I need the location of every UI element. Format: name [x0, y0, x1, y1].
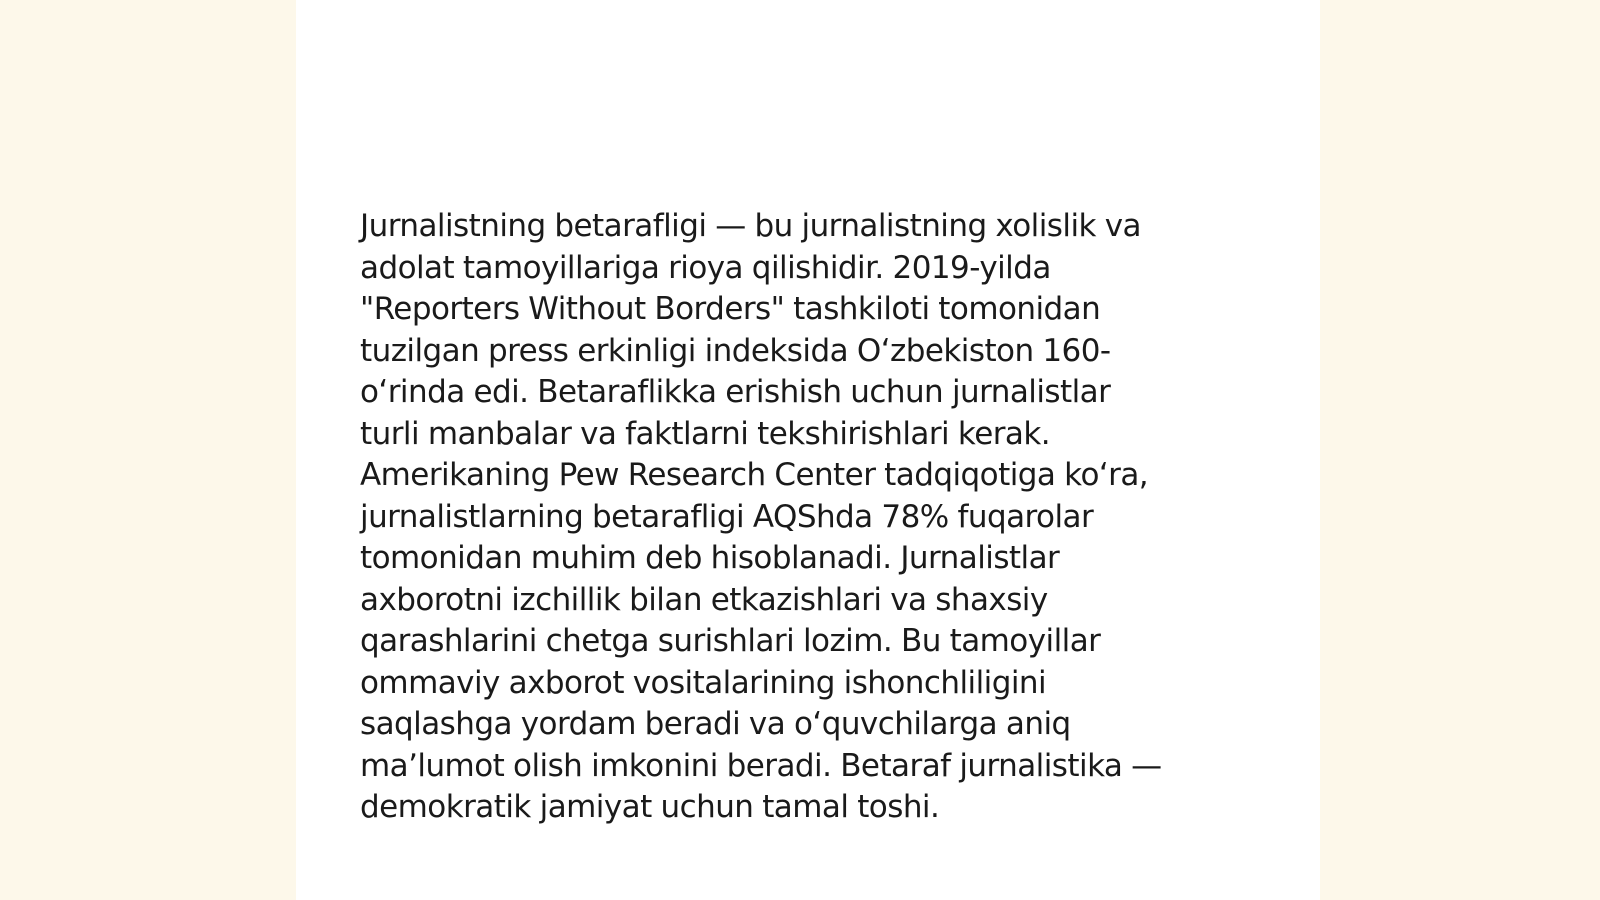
paragraph-line: tuzilgan press erkinligi indeksida Oʻzbekiston 160-	[360, 332, 1111, 369]
paragraph-line: tomonidan muhim deb hisoblanadi. Jurnalistlar	[360, 540, 1060, 576]
paragraph-line: saqlashga yordam beradi va oʻquvchilarga aniq	[360, 706, 1071, 742]
paragraph-line: turli manbalar va faktlarni tekshirishlari kerak.	[360, 415, 1051, 452]
body-paragraph	[360, 206, 1260, 829]
paragraph-line: adolat tamoyillariga rioya qilishidir. 2019-yilda	[360, 249, 1051, 286]
paragraph-line: maʼlumot olish imkonini beradi. Betaraf jurnalistika —	[360, 747, 1162, 784]
paragraph-line: oʻrinda edi. Betaraflikka erishish uchun jurnalistlar	[360, 374, 1111, 410]
paragraph-line: qarashlarini chetga surishlari lozim. Bu tamoyillar	[360, 623, 1101, 659]
document-page	[296, 0, 1320, 900]
paragraph-line: jurnalistlarning betarafligi AQShda 78% fuqarolar	[360, 498, 1094, 535]
paragraph-line: Jurnalistning betarafligi — bu jurnalistning xolislik va	[360, 208, 1141, 244]
paragraph-line: "Reporters Without Borders" tashkiloti tomonidan	[360, 291, 1101, 327]
paragraph-line: ommaviy axborot vositalarining ishonchliligini	[360, 664, 1047, 701]
paragraph-line: axborotni izchillik bilan etkazishlari va shaxsiy	[360, 581, 1048, 618]
paragraph-line: demokratik jamiyat uchun tamal toshi.	[360, 789, 940, 825]
paragraph-line: Amerikaning Pew Research Center tadqiqotiga koʻra,	[360, 457, 1149, 493]
